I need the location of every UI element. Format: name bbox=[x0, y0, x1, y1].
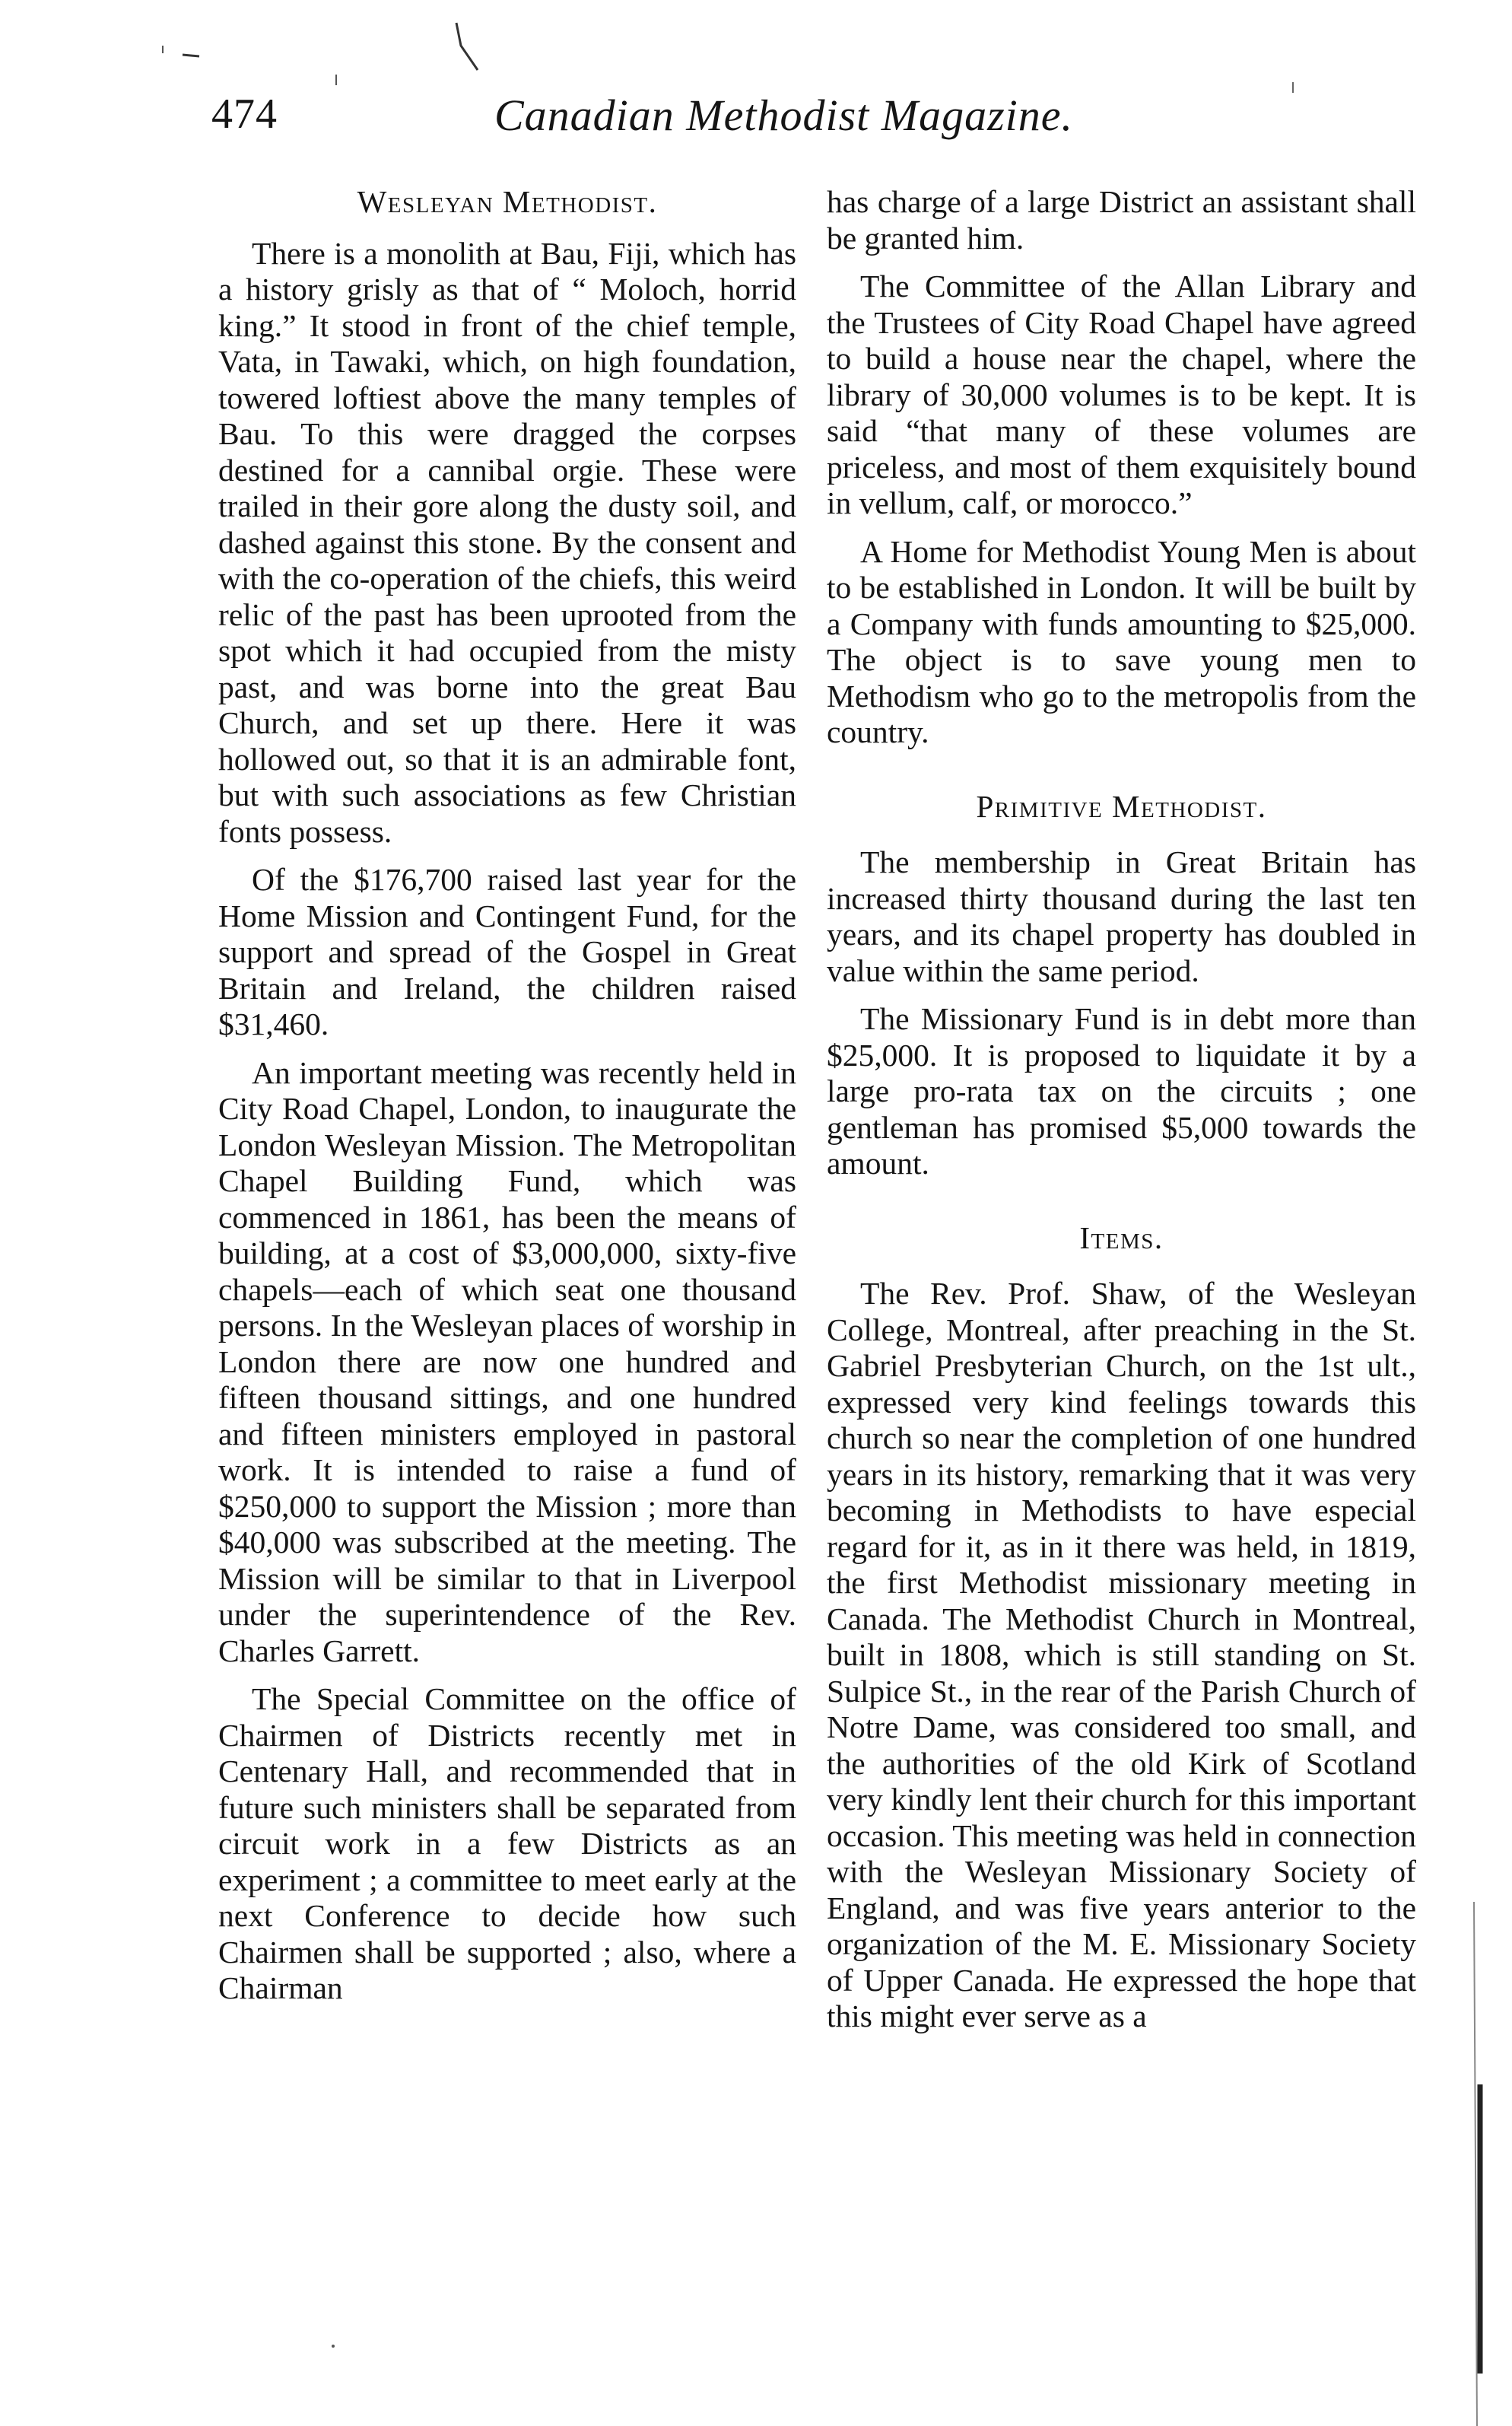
paragraph-allan-library: The Committee of the Allan Library and the Trustees of City Road Chapel have agreed to build a house near the chapel, where the library of 30,000 volumes is to be kept. It is said “that many of these volumes are priceless, and most of them exquisitely bound in vellum, calf, or morocco.” bbox=[827, 269, 1416, 520]
paragraph-membership: The membership in Great Britain has increased thirty thousand during the last ten years, and its chapel property has doubled in value within the same period. bbox=[827, 844, 1416, 988]
paragraph-bau-monolith: There is a monolith at Bau, Fiji, which has a history grisly as that of “ Moloch, horrid king.” It stood in front of the chief temple, Vata, in Tawaki, which, on high foundation, towered loftiest above the many temples of Bau. To this were dragged the corpses destined for a cannibal orgie. These were trailed in their gore along the dusty soil, and dashed against this stone. By the consent and with the co-operation of the chiefs, this weird relic of the past has been uprooted from the spot which it had occupied from the misty past, and was borne into the great Bau Church, and set up there. Here it was hollowed out, so that it is an admirable font, but with such associations as few Christian fonts possess. bbox=[218, 235, 796, 849]
section-heading-primitive: Primitive Methodist. bbox=[976, 788, 1267, 824]
paragraph-young-men-home: A Home for Methodist Young Men is about to be established in London. It will be built by a Company with funds amounting to $25,000. The object is to save young men to Methodism who go to the metropolis from the country. bbox=[827, 533, 1416, 749]
running-title: Canadian Methodist Magazine. bbox=[494, 91, 1074, 140]
paragraph-home-mission: Of the $176,700 raised last year for the Home Mission and Contingent Fund, for the support and spread of the Gospel in Great Britain and Ireland, the children raised $31,460. bbox=[218, 862, 796, 1041]
paragraph-continuation: has charge of a large District an assistant shall be granted him. bbox=[827, 184, 1416, 256]
section-heading-items: Items. bbox=[1079, 1219, 1164, 1255]
running-header bbox=[205, 90, 1156, 158]
page-number: 474 bbox=[211, 91, 278, 138]
paragraph-chairmen-districts: The Special Committee on the office of Chairmen of Districts recently met in Centenary Hall, and recommended that in future such ministers shall be separated from circuit work in a few Districts as an experiment ; a committee to meet early at the next Conference to decide how such Chairmen shall be supported ; also, where a Chairman bbox=[218, 1681, 796, 2005]
left-column bbox=[218, 184, 796, 2019]
paragraph-prof-shaw: The Rev. Prof. Shaw, of the Wesleyan College, Montreal, after preaching in the St. Gabriel Presbyterian Church, on the 1st ult., expressed very kind feelings towards this church so near the completion of one hundred years in its history, remarking that it was very becoming in Methodists to have especial regard for it, as in it there was held, in 1819, the first Methodist missionary meeting in Canada. The Methodist Church in Montreal, built in 1808, which is still standing on St. Sulpice St., in the rear of the Parish Church of Notre Dame, was considered too small, and the authorities of the old Kirk of Scotland very kindly lent their church for this important occasion. This meeting was held in connection with the Wesleyan Missionary Society of England, and was five years anterior to the organization of the M. E. Missionary Society of Upper Canada. He expressed the hope that this might ever serve as a bbox=[827, 1276, 1416, 2033]
section-heading-wesleyan: Wesleyan Methodist. bbox=[357, 184, 658, 219]
paragraph-london-mission: An important meeting was recently held in City Road Chapel, London, to inaugurate the London Wesleyan Mission. The Metropolitan Chapel Building Fund, which was commenced in 1861, has been the means of building, at a cost of $3,000,000, sixty-five chapels—each of which seat one thousand persons. In the Wesleyan places of worship in London there are now one hundred and fifteen thousand sittings, and one hundred and fifteen ministers employed in pastoral work. It is intended to raise a fund of $250,000 to support the Mission ; more than $40,000 was subscribed at the meeting. The Mission will be similar to that in Liverpool under the superintendence of the Rev. Charles Garrett. bbox=[218, 1054, 796, 1668]
paragraph-missionary-fund: The Missionary Fund is in debt more than $25,000. It is proposed to liquidate it by a large pro-rata tax on the circuits ; one gentleman has promised $5,000 towards the amount. bbox=[827, 1001, 1416, 1181]
right-column bbox=[827, 184, 1416, 2047]
